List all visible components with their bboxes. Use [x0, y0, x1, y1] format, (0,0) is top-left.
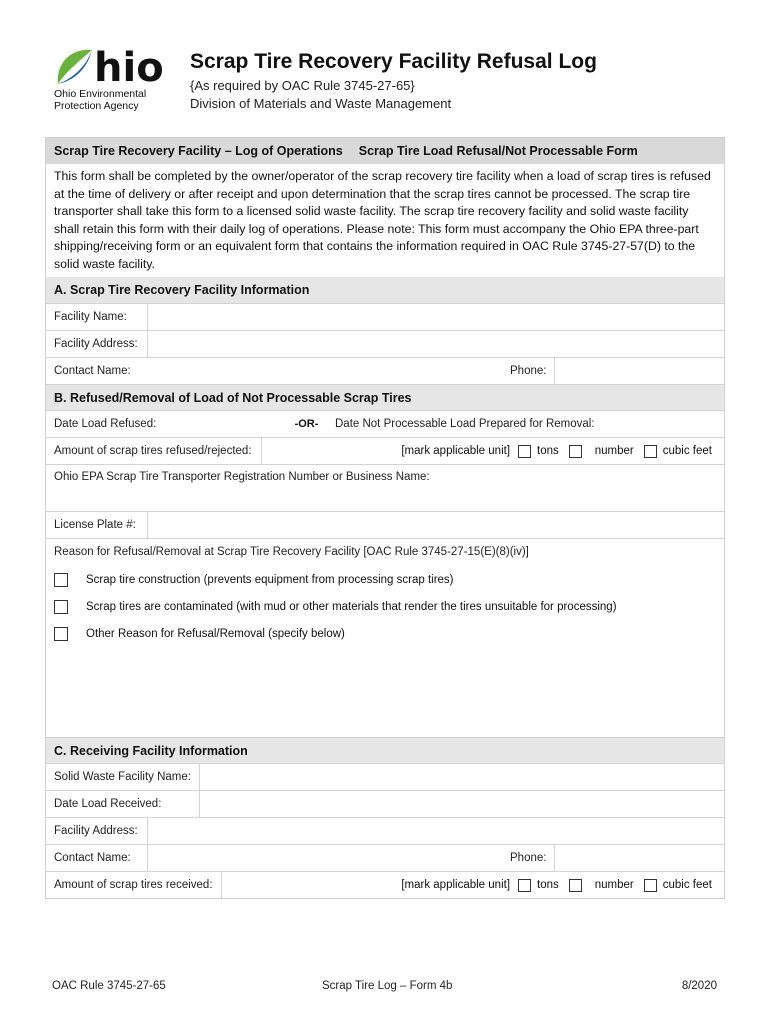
license-plate-field[interactable]	[147, 512, 724, 538]
ohio-epa-logo	[52, 44, 162, 119]
received-cubic-feet-checkbox[interactable]	[644, 879, 657, 892]
page-subtitle	[190, 77, 451, 113]
tons-checkbox[interactable]	[518, 445, 531, 458]
or-label: -OR-	[294, 418, 319, 430]
reason-item-construction	[54, 573, 454, 587]
subtitle-division: Division of Materials and Waste Management	[190, 96, 452, 111]
form-instructions: This form shall be completed by the owner/operator of the scrap recovery tire facility when a load of scrap tires is refused at the time of delivery or after receipt and upon determination that the scrap tires cannot be processed. The scrap tire transporter shall take this form to a licensed solid waste facility. The scrap tire recovery facility and solid waste facility shall retain this form with their daily log of operations. Please note: This form must accompany the Ohio EPA three-part shipping/receiving form or an equivalent form that contains the information required in OAC Rule 3745-27-57(D) to the solid waste facility.	[54, 169, 711, 271]
reason-label: Reason for Refusal/Removal at Scrap Tire Recovery Facility [OAC Rule 3745-27-15(E)(8)(iv)]	[54, 546, 529, 558]
reason-item-other	[54, 627, 345, 641]
license-plate-row	[46, 511, 724, 538]
received-unit-selector	[401, 879, 712, 892]
receiving-contact-field[interactable]	[147, 845, 502, 871]
facility-address-label: Facility Address:	[54, 338, 138, 350]
reason-other-checkbox[interactable]	[54, 627, 68, 641]
received-tons-checkbox[interactable]	[518, 879, 531, 892]
footer-rule: OAC Rule 3745-27-65	[52, 980, 166, 992]
amount-refused-field[interactable]	[261, 438, 724, 464]
reason-item-contaminated	[54, 600, 617, 614]
facility-address-row	[46, 330, 724, 357]
contact-name-label: Contact Name:	[54, 365, 131, 377]
date-received-row	[46, 790, 724, 817]
section-c-heading: C. Receiving Facility Information	[46, 737, 724, 763]
date-received-field[interactable]	[199, 791, 724, 817]
footer-date: 8/2020	[681, 980, 717, 992]
solid-waste-facility-label: Solid Waste Facility Name:	[54, 771, 191, 783]
receiving-contact-row	[46, 844, 724, 871]
receiving-address-label: Facility Address:	[54, 825, 138, 837]
agency-name: Ohio Environmental Protection Agency	[54, 88, 147, 112]
footer-form-name: Scrap Tire Log – Form 4b	[322, 980, 453, 992]
reason-other-label: Other Reason for Refusal/Removal (specify below)	[86, 628, 345, 640]
reason-contaminated-label: Scrap tires are contaminated (with mud or other materials that render the tires unsuitable for processing)	[86, 601, 617, 613]
subtitle-rule: {As required by OAC Rule 3745-27-65}	[190, 78, 415, 93]
amount-received-row	[46, 871, 724, 898]
receiving-phone-label: Phone:	[510, 852, 547, 864]
solid-waste-facility-field[interactable]	[199, 764, 724, 790]
amount-received-label: Amount of scrap tires received:	[54, 879, 213, 891]
date-refused-label: Date Load Refused:	[54, 418, 157, 430]
receiving-address-row	[46, 817, 724, 844]
form-top-band	[46, 138, 724, 164]
receiving-phone-field[interactable]	[554, 845, 724, 871]
number-label: number	[594, 445, 634, 457]
phone-field[interactable]	[554, 358, 724, 384]
received-cubic-feet-label: cubic feet	[662, 879, 712, 891]
top-band-right: Scrap Tire Load Refusal/Not Processable Form	[358, 144, 638, 158]
cubic-feet-checkbox[interactable]	[644, 445, 657, 458]
facility-name-field[interactable]	[147, 304, 724, 330]
phone-label: Phone:	[510, 365, 547, 377]
contact-row	[46, 357, 724, 384]
license-plate-label: License Plate #:	[54, 519, 136, 531]
reason-construction-label: Scrap tire construction (prevents equipment from processing scrap tires)	[86, 574, 454, 586]
transporter-label: Ohio EPA Scrap Tire Transporter Registration Number or Business Name:	[54, 471, 430, 483]
page-header	[52, 44, 732, 124]
number-checkbox[interactable]	[569, 445, 582, 458]
date-received-label: Date Load Received:	[54, 798, 162, 810]
solid-waste-facility-row	[46, 763, 724, 790]
facility-name-label: Facility Name:	[54, 311, 127, 323]
section-a-heading: A. Scrap Tire Recovery Facility Information	[46, 277, 724, 303]
receiving-address-field[interactable]	[147, 818, 724, 844]
received-tons-label: tons	[537, 879, 559, 891]
reason-contaminated-checkbox[interactable]	[54, 600, 68, 614]
amount-refused-row	[46, 437, 724, 464]
contact-name-field[interactable]	[147, 358, 502, 384]
section-b-heading: B. Refused/Removal of Load of Not Processable Scrap Tires	[46, 384, 724, 410]
received-number-checkbox[interactable]	[569, 879, 582, 892]
transporter-row[interactable]	[46, 464, 724, 511]
reason-block	[46, 538, 724, 737]
amount-refused-label: Amount of scrap tires refused/rejected:	[54, 445, 252, 457]
date-not-processable-label: Date Not Processable Load Prepared for Removal:	[335, 418, 595, 430]
mark-unit-label: [mark applicable unit]	[401, 445, 511, 457]
tons-label: tons	[537, 445, 559, 457]
refusal-log-form	[45, 137, 725, 899]
facility-address-field[interactable]	[147, 331, 724, 357]
unit-selector	[401, 445, 712, 458]
logo-word: hio	[94, 45, 164, 91]
amount-received-field[interactable]	[221, 872, 724, 898]
receiving-contact-label: Contact Name:	[54, 852, 131, 864]
facility-name-row	[46, 303, 724, 330]
top-band-left: Scrap Tire Recovery Facility – Log of Operations	[54, 144, 343, 158]
received-number-label: number	[594, 879, 634, 891]
cubic-feet-label: cubic feet	[662, 445, 712, 457]
reason-construction-checkbox[interactable]	[54, 573, 68, 587]
date-refused-row	[46, 410, 724, 437]
page-title: Scrap Tire Recovery Facility Refusal Log	[190, 50, 597, 73]
received-mark-unit-label: [mark applicable unit]	[401, 879, 511, 891]
